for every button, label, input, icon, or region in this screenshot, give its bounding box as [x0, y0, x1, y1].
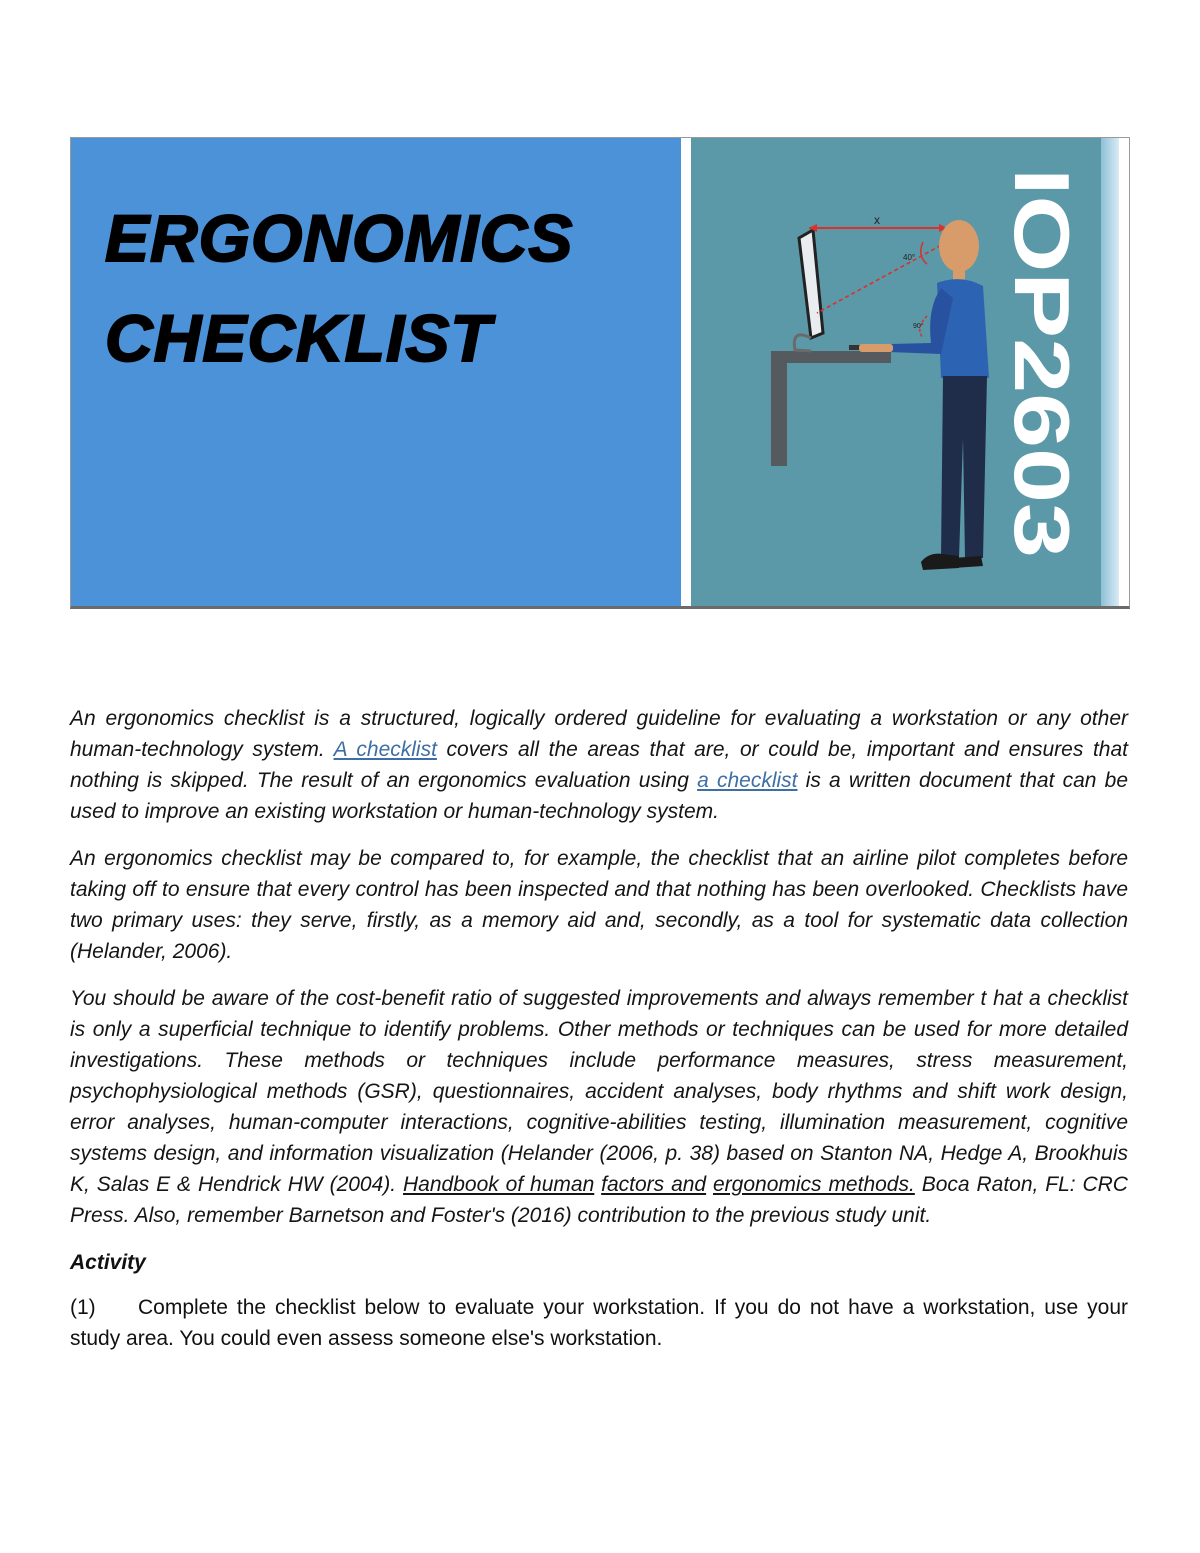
book-title-part-2: factors and [601, 1173, 707, 1196]
intro-text-2: covers all the areas that are, or could be, important and ensures that nothing is skipped. The result of an ergonomics evaluation using [70, 738, 1128, 792]
banner-title-line-1: ERGONOMICS [105, 201, 574, 275]
title-panel [71, 138, 681, 606]
banner-title-line-2: CHECKLIST [105, 301, 492, 375]
methods-text-1: You should be aware of the cost-benefit ratio of suggested improvements and always remember t hat a checklist is only a superficial technique to identify problems. Other methods or techniques can be used for more detailed investigations. These methods or techniques include performance measures, stress measurement, psychophysiological methods (GSR), questionnaires, accident analyses, body rhythms and shift work design, error analyses, human-computer interactions, cognitive-abilities testing, illumination measurement, cognitive systems design, and information visualization (Helander (2006, p. 38) based on Stanton NA, Hedge A, Brookhuis K, Salas E & Hendrick HW (2004). [70, 987, 1128, 1196]
checklist-link-2[interactable]: a checklist [697, 769, 798, 792]
sight-line [817, 242, 947, 313]
illustration-panel [691, 138, 1119, 606]
intro-text-3: is a written document that can be used to improve an existing workstation or human-technology system. [70, 769, 1128, 823]
activity-item-1 [70, 1292, 1128, 1354]
pilot-comparison-paragraph: An ergonomics checklist may be compared to, for example, the checklist that an airline pilot completes before taking off to ensure that every control has been inspected and that nothing has been overlooked. Checklists have two primary uses: they serve, firstly, as a memory aid and, secondly, as a tool for systematic data collection (Helander, 2006). [70, 847, 1128, 963]
activity-heading: Activity [70, 1251, 146, 1274]
distance-label: x [874, 213, 880, 227]
book-title-part-1: Handbook of human [403, 1173, 595, 1196]
activity-item-number: (1) [70, 1296, 96, 1319]
hand [859, 344, 893, 352]
monitor-icon [799, 230, 823, 338]
head [939, 220, 979, 272]
angle-label: 40° [903, 253, 916, 262]
document-body [70, 703, 1128, 1354]
course-code-text: IOP2603 [998, 168, 1086, 476]
monitor-stand [794, 335, 811, 351]
activity-item-text: Complete the checklist below to evaluate your workstation. If you do not have a workstation, use your study area. You could even assess someone else's workstation. [70, 1296, 1128, 1350]
intro-text-1: An ergonomics checklist is a structured, logically ordered guideline for evaluating a workstation or any other human-technology system. [70, 707, 1128, 761]
banner-title [105, 188, 573, 388]
desk-top [771, 351, 891, 363]
checklist-link-1[interactable]: A checklist [333, 738, 437, 761]
book-title-part-3: ergonomics methods. [713, 1173, 915, 1196]
cover-banner [70, 137, 1130, 609]
course-code-label [979, 168, 1099, 578]
desk-leg [771, 351, 787, 466]
intro-paragraph [70, 703, 1128, 827]
methods-paragraph [70, 983, 1128, 1231]
panel-edge [1101, 138, 1119, 606]
methods-text-2: Boca Raton, FL: CRC Press. Also, remember Barnetson and Foster's (2016) contribution to the previous study unit. [70, 1173, 1128, 1227]
elbow-angle-label: 90° [913, 323, 924, 330]
